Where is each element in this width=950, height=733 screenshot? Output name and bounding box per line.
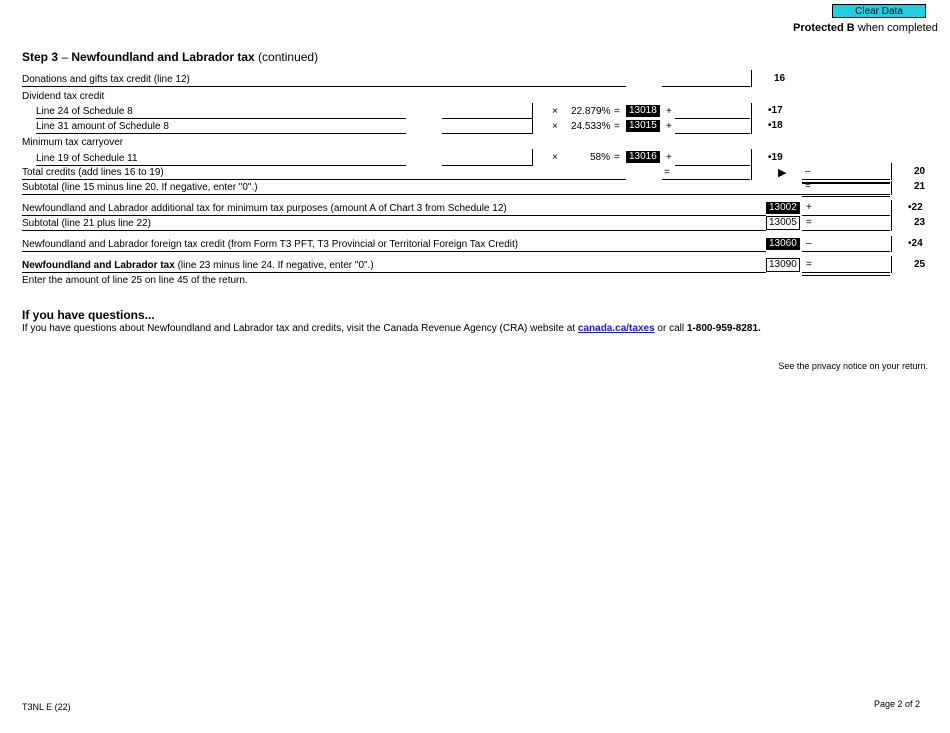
line22-divider <box>891 200 892 216</box>
line19-times: × <box>552 152 558 163</box>
line18-number: •18 <box>768 120 783 131</box>
line18-equals: = <box>614 121 620 132</box>
line17-times: × <box>552 106 558 117</box>
line24-rule <box>22 251 766 252</box>
cra-website-link[interactable]: canada.ca/taxes <box>577 323 655 334</box>
line19-rate: 58% <box>590 152 611 163</box>
line16-label: Donations and gifts tax credit (line 12) <box>22 74 190 85</box>
line17-plus: + <box>666 106 672 117</box>
questions-text-before: If you have questions about Newfoundland and Labrador tax and credits, visit the Canada Revenue Agency (CRA) website at <box>22 323 578 334</box>
line20-equals: = <box>664 167 670 178</box>
step-number: Step 3 <box>22 50 59 64</box>
protected-suffix: when completed <box>857 22 938 34</box>
page-number: Page 2 of 2 <box>873 699 920 709</box>
line20-number: 20 <box>914 166 926 177</box>
line17-number: •17 <box>768 105 783 116</box>
line19-divider <box>532 149 533 166</box>
line18-label: Line 31 amount of Schedule 8 <box>36 121 169 132</box>
line17-code: 13018 <box>626 105 660 117</box>
line17-rate: 22.879% <box>571 106 611 117</box>
line16-number: 16 <box>774 73 786 84</box>
line21-equals: = <box>805 181 811 192</box>
line18-rate: 24.533% <box>571 121 611 132</box>
line25-rule <box>22 272 766 273</box>
line23-rule <box>22 230 766 231</box>
enter-amount-note: Enter the amount of line 25 on line 45 of the return. <box>22 275 248 286</box>
line21-number: 21 <box>914 181 926 192</box>
line19-plus: + <box>666 152 672 163</box>
line25-label <box>22 260 374 272</box>
line20-divider <box>751 165 752 180</box>
line20-label: Total credits (add lines 16 to 19) <box>22 167 164 178</box>
line25-double-rule <box>802 275 890 276</box>
mintax-heading: Minimum tax carryover <box>22 137 124 148</box>
line17-label: Line 24 of Schedule 8 <box>36 106 133 117</box>
line18-times: × <box>552 121 558 132</box>
phone-number: 1-800-959-8281 <box>686 323 759 334</box>
line20-arrow-icon: ▶ <box>778 167 787 179</box>
line25-label-bold: Newfoundland and Labrador tax <box>22 260 175 271</box>
line23-equals: = <box>806 217 812 228</box>
line22-rule <box>22 215 766 216</box>
line19-code: 13016 <box>626 151 660 163</box>
line24-number: •24 <box>908 238 923 249</box>
line25-label-rest: (line 23 minus line 24. If negative, enter "0".) <box>174 260 374 271</box>
step-dash: – <box>58 50 72 64</box>
form-id: T3NL E (22) <box>22 702 71 712</box>
privacy-notice: See the privacy notice on your return. <box>778 361 928 371</box>
line18-result-divider <box>751 118 752 134</box>
protected-label: Protected B <box>793 22 855 34</box>
line24-label: Newfoundland and Labrador foreign tax credit (from Form T3 PFT, T3 Provincial or Territorial Foreign Tax Credit) <box>22 239 519 250</box>
line22-plus: + <box>806 202 812 213</box>
line18-rule <box>36 133 406 134</box>
questions-text-middle: or call <box>654 323 687 334</box>
line19-result-input[interactable] <box>675 153 750 166</box>
line25-input[interactable] <box>802 260 890 273</box>
line16-input[interactable] <box>662 74 750 87</box>
line21-label: Subtotal (line 15 minus line 20. If negative, enter "0".) <box>22 182 258 193</box>
line20-input[interactable] <box>802 167 890 180</box>
line25-number: 25 <box>914 259 926 270</box>
questions-heading: If you have questions... <box>22 308 155 322</box>
line17-result-divider <box>751 103 752 119</box>
questions-text-end: . <box>758 323 761 334</box>
line22-input[interactable] <box>802 203 890 216</box>
line23-divider <box>891 216 892 231</box>
line21-input[interactable] <box>802 182 890 197</box>
line19-number: •19 <box>768 152 783 163</box>
line17-amount-input[interactable] <box>442 106 532 119</box>
line25-equals: = <box>806 259 812 270</box>
line17-rule <box>36 118 406 119</box>
line22-code: 13002 <box>766 202 800 214</box>
line16-rule <box>22 86 626 87</box>
line23-code: 13005 <box>766 216 800 230</box>
line20-sum-rule <box>662 179 750 180</box>
line19-equals: = <box>614 152 620 163</box>
line18-plus: + <box>666 121 672 132</box>
line22-number: •22 <box>908 202 923 213</box>
line24-divider <box>891 236 892 252</box>
step-title <box>22 50 318 64</box>
line18-divider <box>532 118 533 134</box>
line20-rule <box>22 179 626 180</box>
questions-text <box>22 323 761 335</box>
line24-input[interactable] <box>802 239 890 252</box>
line25-divider <box>891 256 892 273</box>
line20-minus: – <box>805 166 811 177</box>
line21-rule <box>22 194 890 195</box>
line23-label: Subtotal (line 21 plus line 22) <box>22 218 151 229</box>
line18-result-input[interactable] <box>675 121 750 134</box>
line19-result-divider <box>751 149 752 166</box>
line18-code: 13015 <box>626 120 660 132</box>
clear-data-button[interactable]: Clear Data <box>832 4 926 18</box>
line22-label: Newfoundland and Labrador additional tax for minimum tax purposes (amount A of Chart 3 from Schedule 12) <box>22 203 507 214</box>
line16-divider <box>751 70 752 87</box>
line19-rule <box>36 165 406 166</box>
line19-amount-input[interactable] <box>442 153 532 166</box>
line24-code: 13060 <box>766 238 800 250</box>
step-continued: (continued) <box>254 50 319 64</box>
line17-result-input[interactable] <box>675 106 750 119</box>
dividend-heading: Dividend tax credit <box>22 91 105 102</box>
line21-divider <box>891 181 892 195</box>
line25-code: 13090 <box>766 258 800 272</box>
line23-input[interactable] <box>802 218 890 231</box>
line18-amount-input[interactable] <box>442 121 532 134</box>
protected-b-notice <box>793 22 938 34</box>
line24-minus: – <box>806 238 812 249</box>
line17-divider <box>532 103 533 119</box>
line17-equals: = <box>614 106 620 117</box>
line23-number: 23 <box>914 217 926 228</box>
step-main-title: Newfoundland and Labrador tax <box>71 50 255 64</box>
line20-right-divider <box>891 163 892 180</box>
line19-label: Line 19 of Schedule 11 <box>36 153 138 164</box>
